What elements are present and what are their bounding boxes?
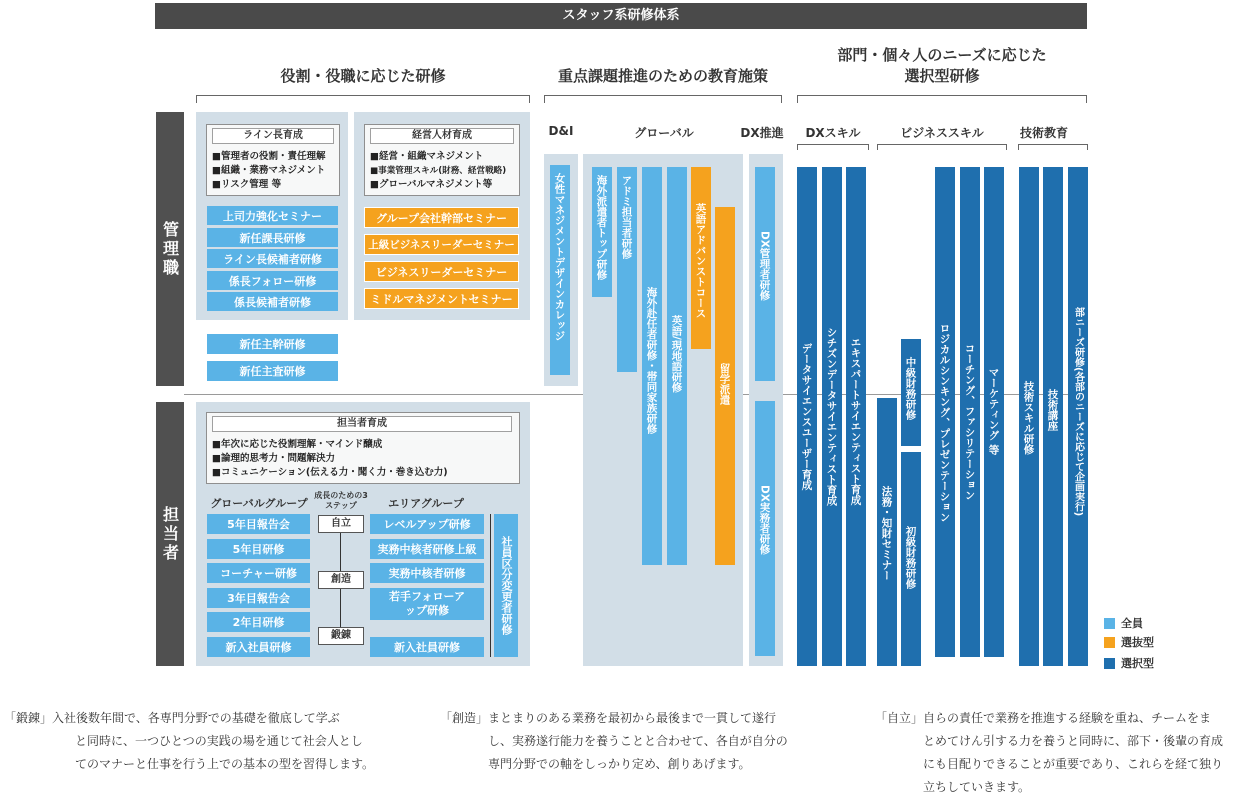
section-role-bracket bbox=[196, 95, 530, 103]
section-priority-heading: 重点課題推進のための教育施策 bbox=[557, 67, 768, 85]
subhead-global: グローバル bbox=[634, 126, 694, 140]
note-jiritsu-text: 立ちしていきます。 bbox=[923, 780, 1031, 794]
program-vertical: 海外派遣者トップ研修 bbox=[592, 167, 612, 297]
legend-swatch bbox=[1104, 637, 1115, 648]
note-tanren-text: てのマナーと仕事を行う上での基本の型を習得します。 bbox=[75, 757, 375, 771]
manager-line-bullet: ■組織・業務マネジメント bbox=[212, 165, 326, 176]
program-box: 5年目研修 bbox=[207, 539, 310, 559]
note-jiritsu-text: にも目配りできることが重要であり、これらを経て独り bbox=[923, 757, 1224, 771]
subhead-dxskill-line bbox=[797, 144, 869, 150]
program-vertical-choice: 技術スキル研修 bbox=[1019, 167, 1039, 666]
legend-label: 全員 bbox=[1121, 617, 1143, 630]
cross-divider bbox=[490, 514, 491, 657]
program-box: 若手フォローアップ研修 bbox=[370, 588, 484, 620]
legend-swatch bbox=[1104, 618, 1115, 629]
program-vertical-choice: コーチング、ファシリテーション bbox=[960, 167, 980, 657]
program-box: ライン長候補者研修 bbox=[207, 249, 338, 268]
note-souzou-key: 「創造」 bbox=[440, 711, 489, 725]
program-box: 新任課長研修 bbox=[207, 228, 338, 247]
note-jiritsu-text: とめてけん引する力を養うと同時に、部下・後輩の育成 bbox=[923, 734, 1224, 748]
note-tanren-text: と同時に、一つひとつの実践の場を通じて社会人とし bbox=[75, 734, 363, 748]
step-jiritsu: 自立 bbox=[318, 515, 364, 533]
program-vertical-choice: マーケティング 等 bbox=[984, 167, 1004, 657]
program-vertical: DX管理者研修 bbox=[755, 167, 775, 381]
legend-item-selected bbox=[1104, 634, 1154, 650]
staff-steps-label: 成長のための3ステップ bbox=[314, 491, 368, 510]
program-vertical: 女性マネジメントデザインカレッジ bbox=[550, 165, 570, 375]
program-vertical-choice: データサイエンスユーザー育成 bbox=[797, 167, 817, 666]
legend-label: 選抜型 bbox=[1121, 636, 1154, 649]
level-staff-label: 担当者 bbox=[156, 402, 184, 666]
program-box-selected: 上級ビジネスリーダーセミナー bbox=[365, 235, 518, 254]
step-souzou: 創造 bbox=[318, 571, 364, 589]
note-souzou-text: 専門分野での軸をしっかり定め、創りあげます。 bbox=[488, 757, 751, 771]
section-dept-bracket bbox=[797, 95, 1087, 103]
program-box: 上司力強化セミナー bbox=[207, 206, 338, 225]
legend-swatch bbox=[1104, 658, 1115, 669]
program-box: 実務中核者研修 bbox=[370, 563, 484, 583]
program-vertical-selected: 英語アドバンストコース bbox=[691, 167, 711, 349]
section-dept-heading-line1: 部門・個々人のニーズに応じた bbox=[837, 46, 1047, 64]
program-box: 新入社員研修 bbox=[207, 637, 310, 657]
manager-line-title: ライン長育成 bbox=[212, 128, 334, 144]
program-vertical-choice: 部ニーズ研修(各部のニーズに応じて企画実行) bbox=[1068, 167, 1088, 666]
subhead-tech: 技術教育 bbox=[1019, 126, 1068, 140]
subhead-dx: DX推進 bbox=[740, 126, 784, 140]
program-vertical-choice: 初級財務研修 bbox=[901, 452, 921, 666]
program-vertical-choice: ロジカルシンキング、プレゼンテーション bbox=[935, 167, 955, 657]
program-box-selected: グループ会社幹部セミナー bbox=[365, 208, 518, 227]
program-box: 係長候補者研修 bbox=[207, 292, 338, 311]
subhead-biz-line bbox=[877, 144, 1007, 150]
staff-area-group-label: エリアグループ bbox=[388, 497, 464, 510]
program-vertical-selected: 留学派遣 bbox=[715, 207, 735, 565]
program-vertical-choice: 法務・知財セミナー bbox=[877, 398, 897, 666]
section-priority-bracket bbox=[544, 95, 782, 103]
legend-label: 選択型 bbox=[1121, 657, 1154, 670]
subhead-dni: D&I bbox=[548, 124, 574, 138]
legend-item-choice bbox=[1104, 655, 1154, 671]
subhead-biz: ビジネススキル bbox=[900, 126, 984, 140]
step-tanren: 鍛錬 bbox=[318, 627, 364, 645]
program-vertical: アドミ担当者研修 bbox=[617, 167, 637, 372]
subhead-dxskill: DXスキル bbox=[805, 126, 861, 140]
program-box-selected: ビジネスリーダーセミナー bbox=[365, 262, 518, 281]
manager-exec-bullet: ■事業管理スキル(財務、経営戦略) bbox=[370, 166, 507, 176]
staff-title: 担当者育成 bbox=[212, 416, 512, 432]
program-box: 新任主幹研修 bbox=[207, 334, 338, 354]
staff-global-group-label: グローバルグループ bbox=[210, 497, 308, 510]
legend-item-all bbox=[1104, 615, 1143, 631]
staff-bullet: ■年次に応じた役割理解・マインド醸成 bbox=[212, 439, 383, 450]
program-vertical-choice: シチズンデータサイエンティスト育成 bbox=[822, 167, 842, 666]
program-box: 係長フォロー研修 bbox=[207, 271, 338, 290]
program-box: 3年目報告会 bbox=[207, 588, 310, 608]
note-tanren-text: 入社後数年間で、各専門分野での基礎を徹底して学ぶ bbox=[52, 711, 340, 725]
cross-program-box: 社員区分変更者研修 bbox=[494, 514, 518, 657]
diagram-title: スタッフ系研修体系 bbox=[155, 3, 1087, 29]
note-jiritsu-key: 「自立」 bbox=[875, 711, 924, 725]
program-box: コーチャー研修 bbox=[207, 563, 310, 583]
program-box: 新任主査研修 bbox=[207, 361, 338, 381]
note-jiritsu-text: 自らの責任で業務を推進する経験を重ね、チームをま bbox=[923, 711, 1212, 725]
program-vertical: 海外赴任者研修・帯同家族研修 bbox=[642, 167, 662, 565]
staff-bullet: ■論理的思考力・問題解決力 bbox=[212, 453, 335, 464]
note-souzou-text: し、実務遂行能力を養うことと合わせて、各自が自分の bbox=[488, 734, 788, 748]
program-box: 新入社員研修 bbox=[370, 637, 484, 657]
program-vertical-choice: エキスパートサイエンティスト育成 bbox=[846, 167, 866, 666]
manager-line-bullet: ■リスク管理 等 bbox=[212, 179, 282, 190]
program-box: 5年目報告会 bbox=[207, 514, 310, 534]
section-dept-heading-line2: 選択型研修 bbox=[904, 67, 980, 85]
program-box-selected: ミドルマネジメントセミナー bbox=[365, 289, 518, 308]
program-vertical-choice: 中級財務研修 bbox=[901, 339, 921, 446]
program-box: レベルアップ研修 bbox=[370, 514, 484, 534]
manager-exec-title: 経営人材育成 bbox=[370, 128, 514, 144]
note-souzou-text: まとまりのある業務を最初から最後まで一貫して遂行 bbox=[488, 711, 777, 725]
staff-bullet: ■コミュニケーション(伝える力・聞く力・巻き込む力) bbox=[212, 467, 448, 478]
program-vertical-choice: 技術講座 bbox=[1043, 167, 1063, 666]
level-manager-label: 管理職 bbox=[156, 112, 184, 386]
program-vertical: DX実務者研修 bbox=[755, 401, 775, 656]
manager-line-bullet: ■管理者の役割・責任理解 bbox=[212, 151, 326, 162]
subhead-tech-line bbox=[1018, 144, 1088, 150]
manager-exec-bullet: ■グローバルマネジメント等 bbox=[370, 179, 493, 190]
manager-exec-bullet: ■経営・組織マネジメント bbox=[370, 151, 484, 162]
note-tanren-key: 「鍛錬」 bbox=[4, 711, 53, 725]
program-box: 2年目研修 bbox=[207, 612, 310, 632]
section-role-heading: 役割・役職に応じた研修 bbox=[280, 67, 446, 85]
program-vertical: 英語/現地語研修 bbox=[667, 167, 687, 565]
program-box: 実務中核者研修上級 bbox=[370, 539, 484, 559]
